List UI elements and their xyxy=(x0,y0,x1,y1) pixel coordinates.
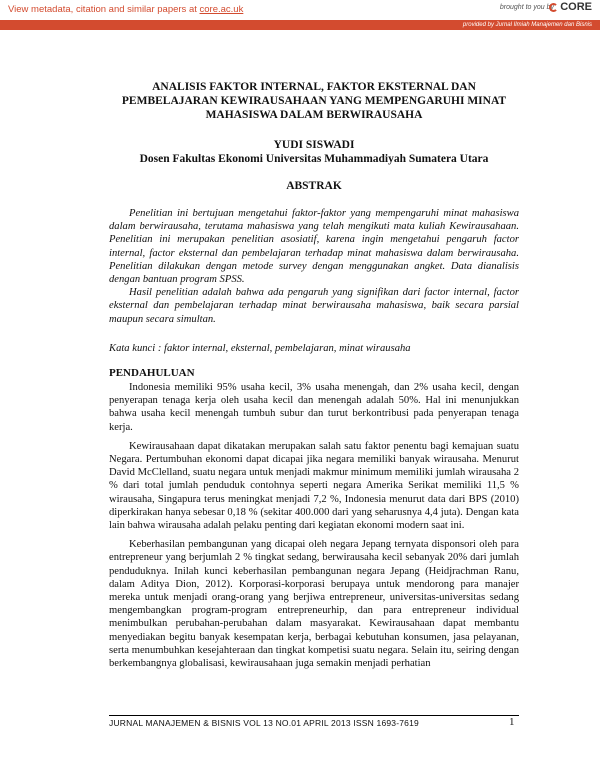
abstract-heading: ABSTRAK xyxy=(286,180,342,192)
abstract-paragraph: Hasil penelitian adalah bahwa ada pengaruh yang signifikan dari factor internal, factor eksternal dan pembelajaran terhadap minat berwirausaha mahasiswa, baik secara parsial maupun secara simultan. xyxy=(109,287,519,325)
body-text xyxy=(109,381,519,670)
core-banner xyxy=(0,0,600,22)
provided-by-bar xyxy=(0,20,600,30)
keywords: Kata kunci : faktor internal, eksternal, pembelajaran, minat wirausaha xyxy=(109,343,411,354)
section-heading: PENDAHULUAN xyxy=(109,367,195,379)
journal-footer: JURNAL MANAJEMEN & BISNIS VOL 13 NO.01 APRIL 2013 ISSN 1693-7619 xyxy=(109,718,419,728)
body-paragraph: Kewirausahaan dapat dikatakan merupakan salah satu faktor penentu bagi kemajuan suatu Negara. Pertumbuhan ekonomi dapat dicapai jika negara memiliki banyak wirausaha. Menurut David McClelland, suatu negara untuk menjadi makmur minimum memiliki jumlah wirausaha 2 % dari total jumlah penduduk contohnya seperti negara Amerika Serikat memiliki 11,5 % wirausaha, Singapura terus meningkat menjadi 7,2 %, Indonesia menurut data dari BPS (2010) diperkirakan hanya sebesar 0,18 % (sekitar 400.000 dari yang seharusnya 4,4 juta). Dengan kata lain bahwa wirausaha adalah pelaku penting dari kegiatan ekonomi modern saat ini. xyxy=(109,440,519,532)
core-logo-icon xyxy=(549,3,558,12)
core-metadata-link[interactable]: View metadata, citation and similar papers at core.ac.uk xyxy=(8,4,244,15)
page-number: 1 xyxy=(509,716,515,728)
brought-to-you-label: brought to you by xyxy=(499,4,554,11)
provided-by-link[interactable]: provided by Jurnal Ilmiah Manajemen dan Bisnis xyxy=(462,22,592,28)
title-line: ANALISIS FAKTOR INTERNAL, FAKTOR EKSTERNAL DAN xyxy=(152,81,476,93)
abstract-paragraph: Penelitian ini bertujuan mengetahui faktor-faktor yang mempengaruhi minat mahasiswa dalam berwirausaha, terutama mahasiswa yang telah mengikuti mata kuliah Kewirausahaan. Penelitian ini merupakan penelitian asosiatif, karena ingin mengetahui pengaruh factor internal, factor eksternal dan pembelajaran terhadap minat mahasiswa dalam berwirausaha. Penelitian dilakukan dengan metode survey dengan menggunakan angket. Data dianalisis dengan bantuan program SPSS. xyxy=(109,208,519,286)
core-logo-link[interactable]: CORE xyxy=(549,1,592,13)
author-affiliation: Dosen Fakultas Ekonomi Universitas Muhammadiyah Sumatera Utara xyxy=(139,153,489,165)
body-paragraph: Keberhasilan pembangunan yang dicapai oleh negara Jepang ternyata disponsori oleh para entrepreneur yang berjumlah 2 % tingkat sedang, berwirausaha kecil sebanyak 20% dari jumlah penduduknya. Inilah kunci keberhasilan pembangunan negara Jepang (Heidjrachman Ranu, dalam Aditya Dion, 2012). Korporasi-korporasi berupaya untuk mendorong para manajer mereka untuk menjadi orang-orang yang berjiwa entrepreneur, universitas-universitas sedang mengembangkan program-program entrepreneurhip, dan para entrepreneur individual menimbulkan perubahan-perubahan dalam masyarakat. Kewirausahaan dapat membantu menyediakan begitu banyak kesempatan kerja, berbagai kebutuhan konsumen, jasa pelayanan, serta menumbuhkan kesejahteraan dan tingkat kompetisi suatu negara. Selain itu, seiring dengan berkembangnya globalisasi, kewirausahaan juga semakin menjadi perhatian xyxy=(109,539,519,670)
author-block xyxy=(109,138,519,166)
footer-rule xyxy=(109,715,519,716)
abstract xyxy=(109,207,519,326)
body-paragraph: Indonesia memiliki 95% usaha kecil, 3% usaha menengah, dan 2% usaha kecil, dengan penyerapan tenaga kerja oleh usaha kecil dan menengah adalah 50%. Hal ini menunjukkan bahwa usaha kecil menengah tumbuh subur dan turut berkontribusi pada penyerapan tenaga kerja. xyxy=(109,382,519,433)
title-line: MAHASISWA DALAM BERWIRAUSAHA xyxy=(205,109,423,121)
author-name: YUDI SISWADI xyxy=(273,139,355,151)
title-line: PEMBELAJARAN KEWIRAUSAHAAN YANG MEMPENGARUHI MINAT xyxy=(121,95,507,107)
paper-title xyxy=(109,80,519,122)
